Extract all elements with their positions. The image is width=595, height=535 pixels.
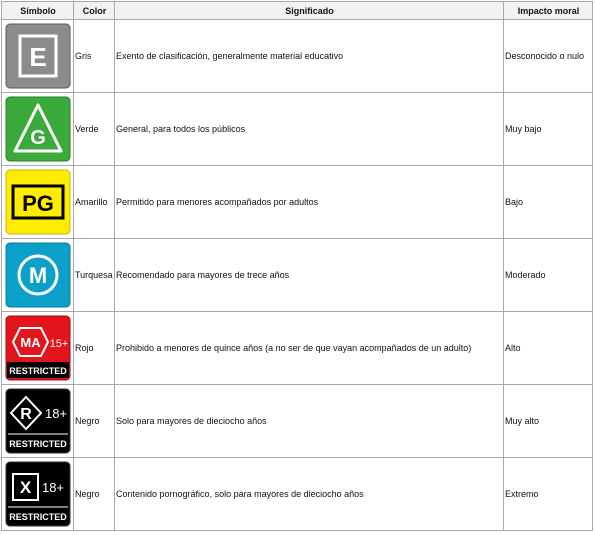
moral-impact-cell: Moderado bbox=[504, 239, 593, 312]
header-moral-impact: Impacto moral bbox=[504, 2, 593, 20]
symbol-cell bbox=[2, 458, 74, 531]
table-row-pg bbox=[2, 166, 593, 239]
moral-impact-cell: Alto bbox=[504, 312, 593, 385]
rating-r-age: 18+ bbox=[44, 406, 67, 421]
meaning-cell: Permitido para menores acompañados por adultos bbox=[115, 166, 504, 239]
rating-m-badge bbox=[5, 242, 71, 308]
restricted-label: RESTRICTED bbox=[8, 366, 67, 376]
table-row-m bbox=[2, 239, 593, 312]
moral-impact-cell: Extremo bbox=[504, 458, 593, 531]
table-row-x18 bbox=[2, 458, 593, 531]
symbol-cell bbox=[2, 385, 74, 458]
rating-e-badge bbox=[5, 23, 71, 89]
rating-ma15-badge bbox=[5, 315, 71, 381]
color-cell: Gris bbox=[74, 20, 115, 93]
table-row-g bbox=[2, 93, 593, 166]
symbol-cell bbox=[2, 312, 74, 385]
rating-g-badge bbox=[5, 96, 71, 162]
rating-pg-badge bbox=[5, 169, 71, 235]
rating-x-age: 18+ bbox=[41, 480, 64, 495]
header-symbol: Símbolo bbox=[2, 2, 74, 20]
rating-r18-badge bbox=[5, 388, 71, 454]
moral-impact-cell: Bajo bbox=[504, 166, 593, 239]
header-meaning: Significado bbox=[115, 2, 504, 20]
rating-m-letter: M bbox=[28, 263, 47, 288]
restricted-label: RESTRICTED bbox=[8, 512, 67, 522]
header-color: Color bbox=[74, 2, 115, 20]
meaning-cell: Contenido pornográfico, solo para mayores de dieciocho años bbox=[115, 458, 504, 531]
rating-ma-letters: MA bbox=[19, 335, 41, 350]
rating-pg-letters: PG bbox=[21, 191, 54, 216]
meaning-cell: Exento de clasificación, generalmente material educativo bbox=[115, 20, 504, 93]
rating-ma-age: 15+ bbox=[49, 338, 68, 350]
table-row-e bbox=[2, 20, 593, 93]
meaning-cell: Prohibido a menores de quince años (a no ser de que vayan acompañados de un adulto) bbox=[115, 312, 504, 385]
color-cell: Verde bbox=[74, 93, 115, 166]
moral-impact-cell: Muy bajo bbox=[504, 93, 593, 166]
color-cell: Turquesa bbox=[74, 239, 115, 312]
color-cell: Amarillo bbox=[74, 166, 115, 239]
ratings-table bbox=[1, 1, 593, 531]
symbol-cell bbox=[2, 93, 74, 166]
meaning-cell: Recomendado para mayores de trece años bbox=[115, 239, 504, 312]
rating-g-letter: G bbox=[29, 127, 46, 149]
rating-x18-badge bbox=[5, 461, 71, 527]
color-cell: Rojo bbox=[74, 312, 115, 385]
rating-r-letter: R bbox=[19, 406, 32, 423]
rating-e-letter: E bbox=[28, 42, 47, 72]
color-cell: Negro bbox=[74, 458, 115, 531]
symbol-cell bbox=[2, 166, 74, 239]
symbol-cell bbox=[2, 20, 74, 93]
symbol-cell bbox=[2, 239, 74, 312]
table-row-ma15 bbox=[2, 312, 593, 385]
table-header-row bbox=[2, 2, 593, 20]
meaning-cell: Solo para mayores de dieciocho años bbox=[115, 385, 504, 458]
color-cell: Negro bbox=[74, 385, 115, 458]
meaning-cell: General, para todos los públicos bbox=[115, 93, 504, 166]
moral-impact-cell: Desconocido o nulo bbox=[504, 20, 593, 93]
rating-x-letter: X bbox=[19, 478, 31, 497]
table-row-r18 bbox=[2, 385, 593, 458]
moral-impact-cell: Muy alto bbox=[504, 385, 593, 458]
restricted-label: RESTRICTED bbox=[8, 439, 67, 449]
